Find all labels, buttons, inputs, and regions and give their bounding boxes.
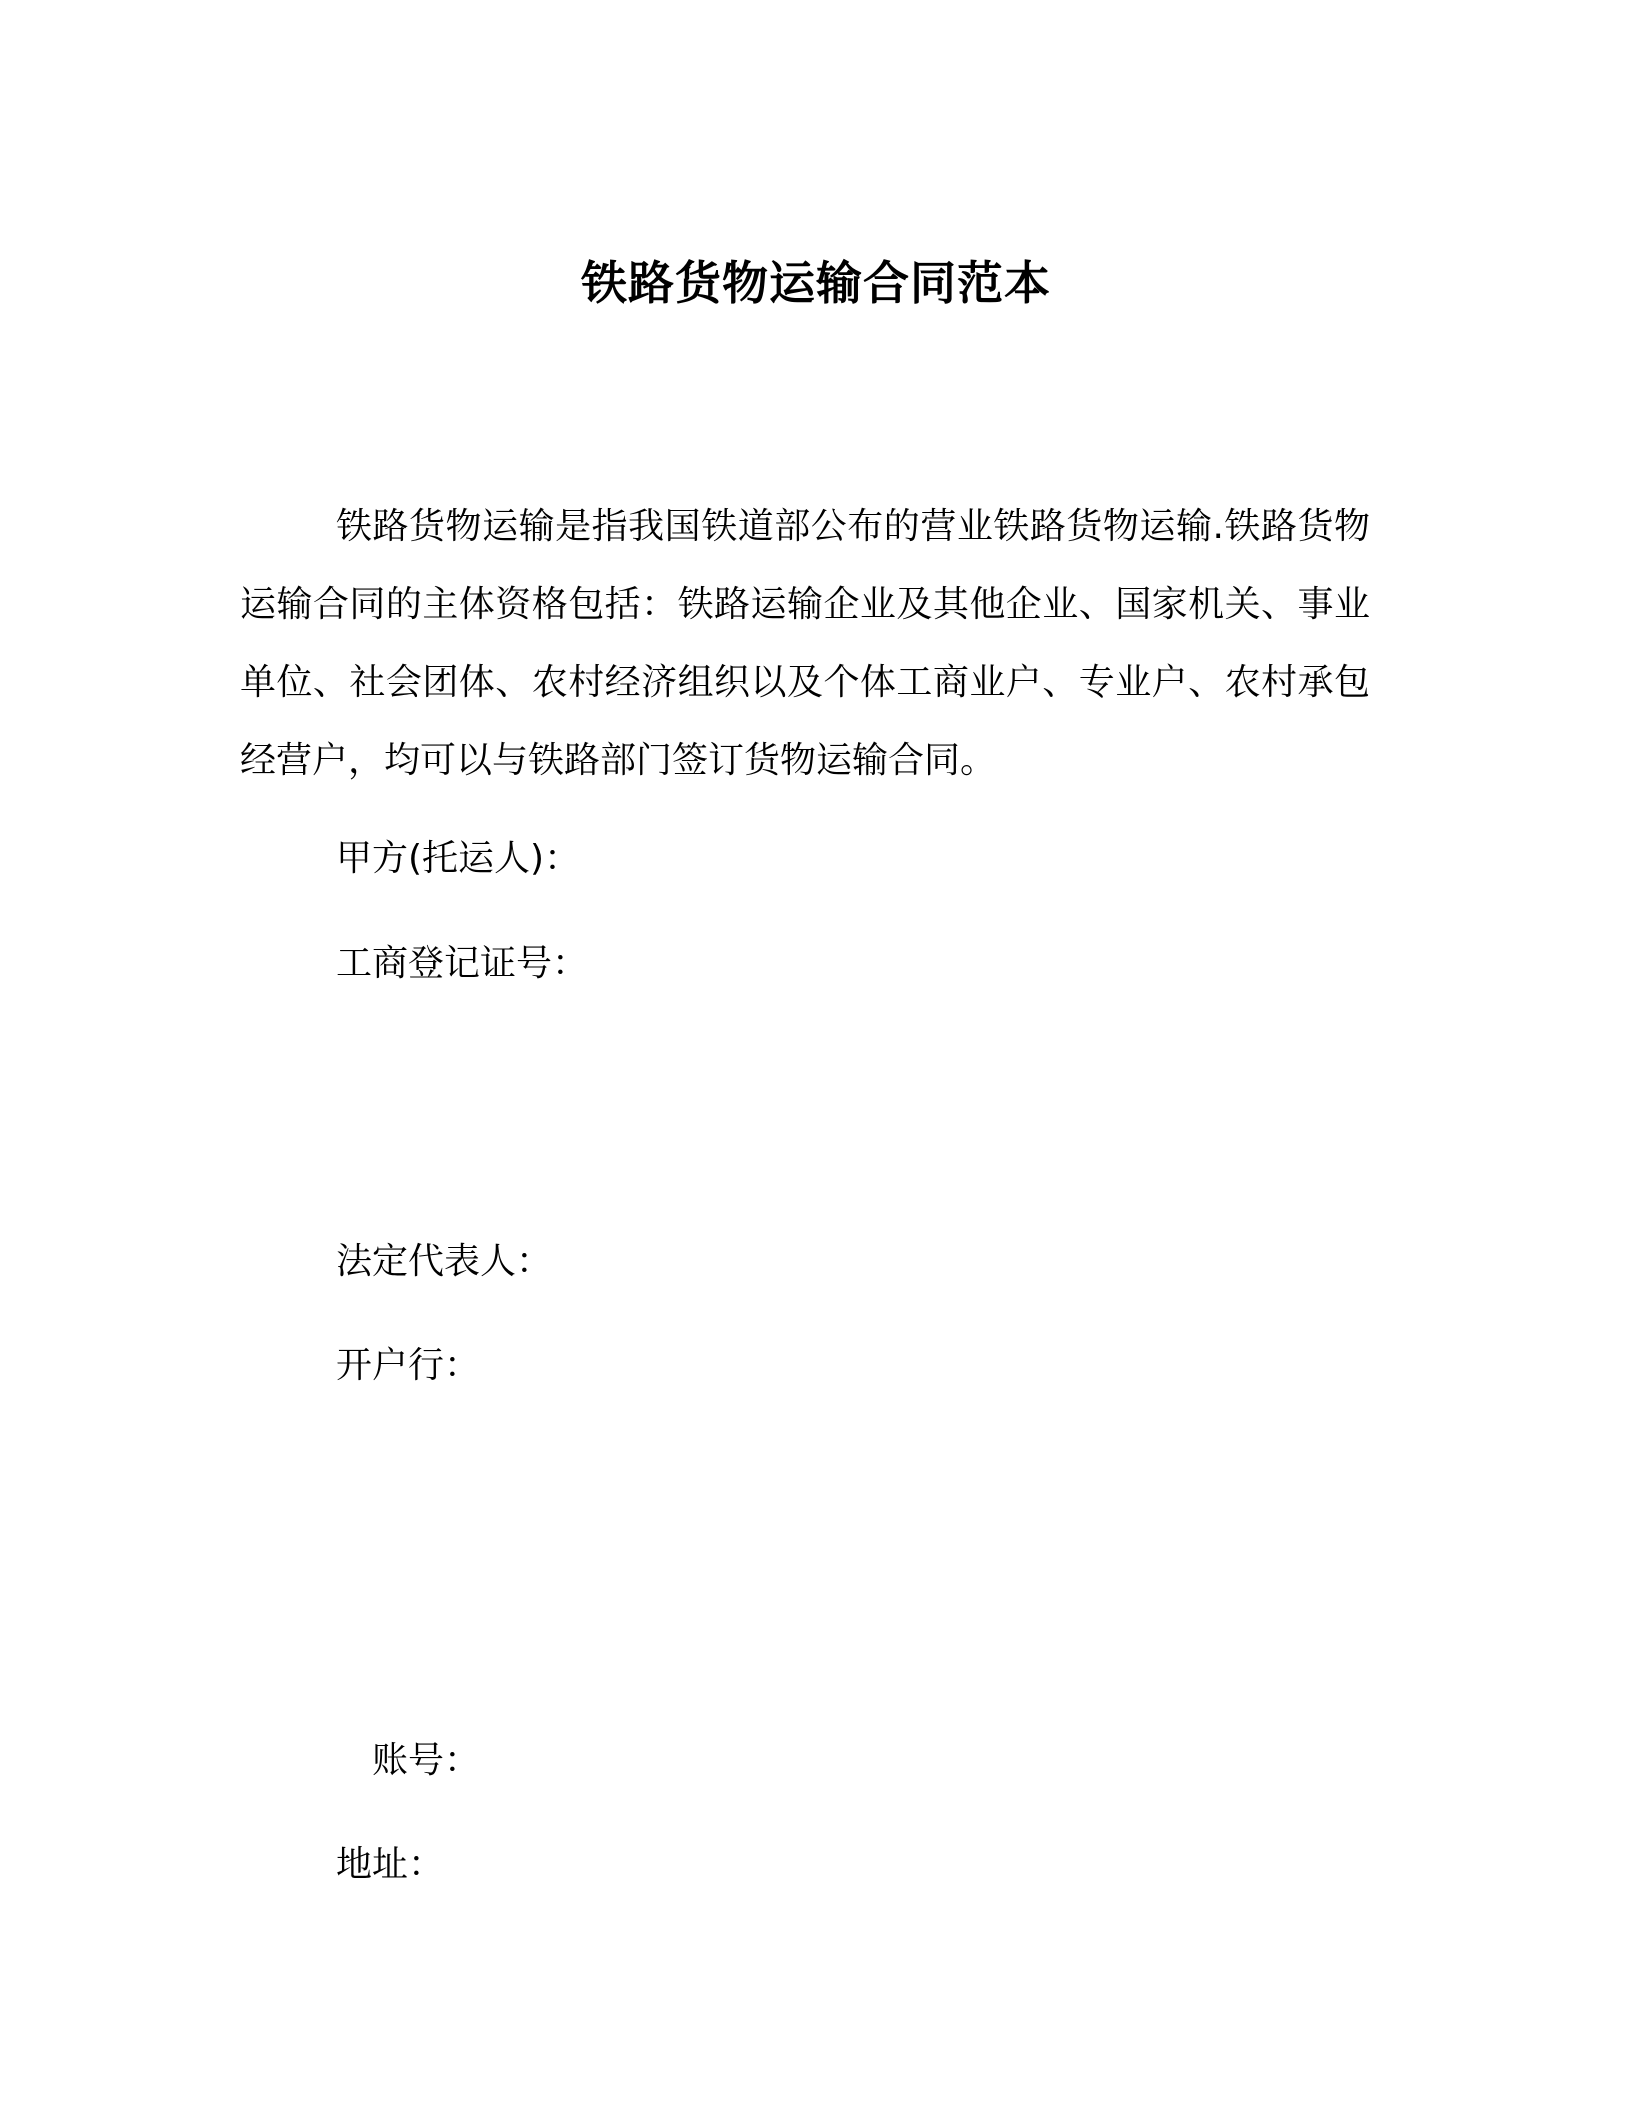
legal-representative-label: 法定代表人： <box>336 1241 553 1282</box>
account-label: 账号： <box>372 1740 481 1781</box>
document-title: 铁路货物运输合同范本 <box>581 255 1051 310</box>
intro-paragraph: 铁路货物运输是指我国铁道部公布的营业铁路货物运输.铁路货物运输合同的主体资格包括：铁路运输企业及其他企业、国家机关、事业单位、社会团体、农村经济组织以及个体工商业户、专业户、农村承包经营户，均可以与铁路部门签订货物运输合同。 <box>240 506 1370 781</box>
party-a-label: 甲方(托运人)： <box>336 838 581 879</box>
business-registration-label: 工商登记证号： <box>336 943 589 984</box>
bank-label: 开户行： <box>336 1345 481 1386</box>
address-label: 地址： <box>336 1844 445 1885</box>
